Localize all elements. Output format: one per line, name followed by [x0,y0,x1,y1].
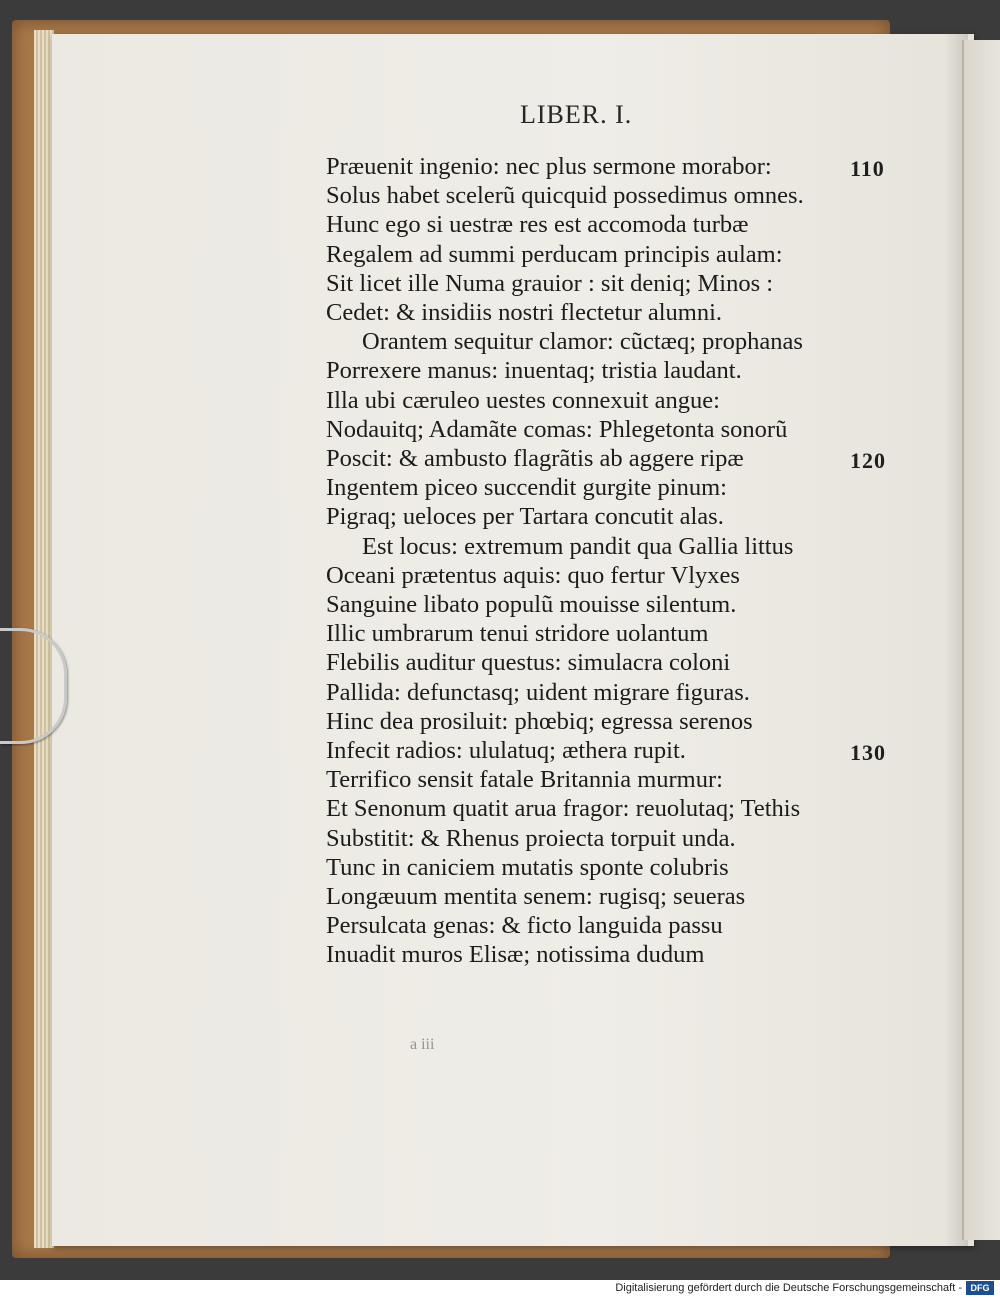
verse-line: Hinc dea prosiluit: phœbiq; egressa serenos [326,707,753,735]
verse-line: Ingentem piceo succendit gurgite pinum: [326,474,727,502]
verse-line: Longæuum mentita senem: rugisq; seueras [326,883,746,911]
verse-line: Cedet: & insidiis nostri flectetur alumni. [326,299,723,327]
verse-line: Sanguine libato populũ mouisse silentum. [326,591,737,619]
verse-line: Infecit radios: ululatuq; æthera rupit. [326,737,686,765]
dfg-logo: DFG [966,1281,994,1295]
verse-line: Illa ubi cæruleo uestes connexuit angue: [326,386,720,414]
running-header: LIBER. I. [520,100,633,129]
verse-line: Substitit: & Rhenus proiecta torpuit unda. [326,824,736,852]
verse-line: Illic umbrarum tenui stridore uolantum [326,620,709,648]
verse-line: Oceani prætentus aquis: quo fertur Vlyxes [326,561,740,589]
verse-line: Porrexere manus: inuentaq; tristia laudant. [326,357,742,385]
verse-line: Inuadit muros Elisæ; notissima dudum [326,941,705,969]
line-number: 130 [850,740,886,765]
verse-line: Solus habet scelerũ quicquid possedimus omnes. [326,182,804,210]
next-leaf-edge [962,40,1000,1240]
verse-line: Pigraq; ueloces per Tartara concutit alas. [326,503,724,531]
verse-line: Sit licet ille Numa grauior : sit deniq; Minos : [326,269,774,297]
verse-line: Orantem sequitur clamor: cũctæq; prophanas [362,328,803,356]
page-clip [0,628,67,744]
verse-line: Regalem ad summi perducam principis aulam: [326,240,783,268]
verse-line: Pallida: defunctasq; uident migrare figuras. [326,678,750,706]
signature-mark: a iii [410,1036,435,1053]
verse-line: Terrifico sensit fatale Britannia murmur: [326,766,723,794]
line-number: 120 [850,448,886,473]
line-number: 110 [850,156,885,181]
verse-line: Hunc ego si uestræ res est accomoda turbæ [326,211,749,239]
verse-line: Et Senonum quatit arua fragor: reuolutaq; Tethis [326,795,801,823]
footer-credit: Digitalisierung gefördert durch die Deutsche Forschungsgemeinschaft - [615,1282,962,1294]
verse-line: Tunc in caniciem mutatis sponte colubris [326,853,729,881]
verse-line: Persulcata genas: & ficto languida passu [326,912,723,940]
verse-line: Nodauitq; Adamãte comas: Phlegetonta sonorũ [326,415,788,443]
verse-line: Poscit: & ambusto flagrãtis ab aggere ripæ [326,445,744,473]
verse-line: Flebilis auditur questus: simulacra coloni [326,649,731,677]
verse-line: Præuenit ingenio: nec plus sermone morabor: [326,153,772,180]
verse-line: Est locus: extremum pandit qua Gallia littus [362,532,794,560]
verse-block [326,152,804,970]
